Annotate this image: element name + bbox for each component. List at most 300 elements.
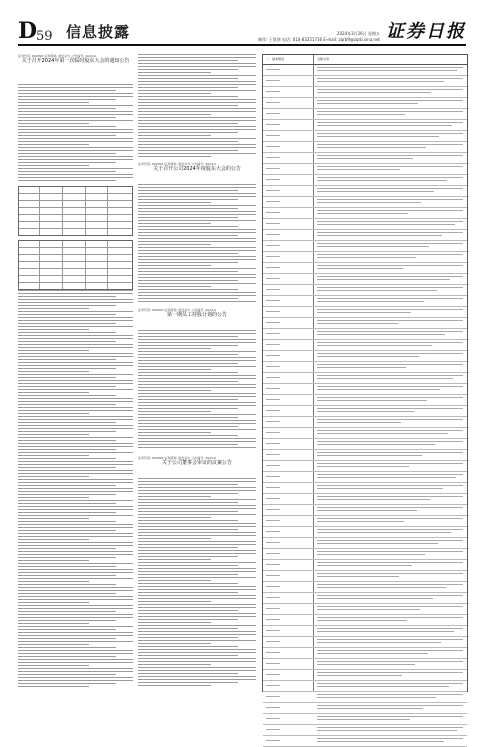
text-line [138, 604, 256, 605]
text-line [18, 497, 89, 498]
text-line [138, 637, 238, 638]
text-line [138, 357, 256, 358]
text-line [18, 377, 116, 378]
table-row [263, 571, 467, 582]
text-line [138, 265, 211, 266]
body-text [138, 54, 256, 159]
text-line [18, 554, 133, 555]
text-line [18, 581, 89, 582]
text-line [18, 144, 89, 145]
text-line [138, 667, 256, 668]
text-line [138, 147, 256, 148]
text-line [138, 586, 256, 587]
text-line [18, 524, 133, 525]
text-line [138, 223, 211, 224]
table-row [263, 670, 467, 681]
text-line [18, 539, 89, 540]
text-line [18, 644, 89, 645]
column-3-table [262, 54, 468, 692]
text-line [138, 619, 238, 620]
text-line [18, 425, 133, 426]
text-line [18, 518, 89, 519]
text-line [138, 414, 256, 415]
text-line [138, 399, 238, 400]
text-line [138, 595, 256, 596]
text-line [138, 517, 211, 518]
text-line [18, 326, 133, 327]
table-row [263, 373, 467, 384]
text-line [138, 295, 256, 296]
text-line [18, 578, 133, 579]
text-line [138, 387, 256, 388]
text-line [138, 66, 256, 67]
text-line [18, 404, 116, 405]
text-line [138, 330, 256, 331]
text-line [18, 476, 89, 477]
text-line [138, 217, 238, 218]
text-line [18, 165, 89, 166]
text-line [138, 72, 211, 73]
text-line [138, 535, 256, 536]
text-line [18, 362, 133, 363]
table-row [263, 296, 467, 307]
text-line [18, 123, 89, 124]
text-line [18, 458, 116, 459]
body-text [138, 184, 256, 304]
text-line [18, 623, 89, 624]
text-line [18, 114, 133, 115]
text-line [18, 494, 116, 495]
text-line [18, 111, 133, 112]
text-line [138, 298, 238, 299]
table-row [263, 285, 467, 296]
text-line [18, 647, 116, 648]
text-line [138, 616, 256, 617]
text-line [138, 354, 238, 355]
text-line [138, 93, 211, 94]
text-line [138, 259, 256, 260]
text-line [138, 199, 238, 200]
text-line [18, 674, 116, 675]
text-line [18, 611, 116, 612]
text-line [138, 378, 256, 379]
related-party-table [262, 54, 468, 692]
text-line [18, 147, 133, 148]
text-line [138, 138, 256, 139]
table-row [263, 175, 467, 186]
text-line [18, 126, 116, 127]
text-line [138, 487, 256, 488]
text-line [18, 677, 133, 678]
text-line [18, 335, 133, 336]
table-row [263, 65, 467, 76]
text-line [18, 593, 116, 594]
text-line [138, 402, 256, 403]
text-line [18, 542, 133, 543]
text-line [18, 665, 89, 666]
table-row [263, 659, 467, 670]
text-line [18, 557, 116, 558]
table-row [263, 351, 467, 362]
text-line [138, 205, 256, 206]
text-line [18, 138, 133, 139]
text-line [138, 646, 238, 647]
table-row [19, 194, 132, 201]
text-line [138, 156, 211, 157]
text-line [18, 584, 116, 585]
text-line [138, 574, 238, 575]
text-line [18, 162, 116, 163]
text-line [138, 351, 256, 352]
text-line [138, 111, 256, 112]
text-line [138, 348, 211, 349]
table-row [263, 582, 467, 593]
text-line [138, 499, 256, 500]
text-line [138, 625, 256, 626]
text-line [138, 277, 256, 278]
text-line [18, 566, 116, 567]
text-line [138, 592, 238, 593]
text-line [18, 551, 133, 552]
table-row [263, 87, 467, 98]
text-line [18, 635, 133, 636]
text-line [138, 108, 256, 109]
editor-line: 制作: 王凯茜 电话: 010-83251716 E-mail: zqrb9@zqrb.sina.net [258, 37, 380, 42]
text-line [138, 135, 211, 136]
text-line [138, 280, 238, 281]
text-line [138, 256, 256, 257]
text-line [18, 341, 116, 342]
page-letter: D [18, 18, 38, 44]
text-line [18, 461, 133, 462]
text-line [18, 180, 116, 181]
text-line [138, 529, 238, 530]
table-header-right: 关联交易 [317, 57, 330, 61]
text-line [138, 336, 238, 337]
text-line [18, 626, 133, 627]
text-line [18, 365, 133, 366]
text-line [18, 452, 133, 453]
text-line [138, 441, 256, 442]
text-line [18, 428, 133, 429]
text-line [18, 533, 133, 534]
data-table [18, 186, 133, 236]
table-row [263, 131, 467, 142]
table-row [263, 593, 467, 604]
text-line [18, 290, 133, 291]
text-line [138, 339, 256, 340]
notice-heading [138, 162, 256, 173]
text-line [138, 262, 238, 263]
text-line [138, 571, 256, 572]
body-text [18, 290, 133, 689]
table-row [19, 262, 132, 269]
text-line [138, 247, 256, 248]
text-line [138, 505, 256, 506]
text-line [138, 87, 238, 88]
text-line [18, 506, 133, 507]
table-row [19, 283, 132, 289]
table-header-left: 一、基本情况 [266, 57, 285, 61]
text-line [138, 99, 256, 100]
text-line [18, 608, 133, 609]
text-line [138, 649, 256, 650]
text-line [138, 673, 238, 674]
text-line [138, 622, 211, 623]
text-line [18, 683, 116, 684]
text-line [18, 332, 116, 333]
text-line [18, 455, 89, 456]
text-line [138, 333, 256, 334]
text-line [18, 587, 133, 588]
text-line [138, 423, 256, 424]
text-line [138, 289, 238, 290]
text-line [18, 320, 133, 321]
text-line [138, 214, 256, 215]
table-row [263, 230, 467, 241]
text-line [138, 271, 238, 272]
text-line [138, 75, 256, 76]
text-line [138, 526, 256, 527]
text-line [138, 190, 238, 191]
text-line [138, 478, 256, 479]
table-row [263, 681, 467, 692]
text-line [18, 293, 133, 294]
text-line [138, 366, 256, 367]
text-line [18, 605, 133, 606]
text-line [138, 547, 238, 548]
section-title: 信息披露 [66, 23, 131, 41]
table-row [263, 362, 467, 373]
text-line [138, 568, 256, 569]
text-line [18, 401, 133, 402]
text-line [138, 502, 238, 503]
text-line [18, 650, 133, 651]
notice-title: 关于召开公司2024年度股东大会的公告 [153, 166, 241, 172]
text-line [18, 521, 116, 522]
text-line [138, 393, 256, 394]
table-row [19, 229, 132, 235]
table-row [263, 307, 467, 318]
table-row [19, 269, 132, 276]
text-line [138, 583, 238, 584]
text-line [18, 356, 133, 357]
text-line [138, 144, 256, 145]
text-line [138, 126, 256, 127]
text-line [138, 655, 238, 656]
column-2 [138, 54, 256, 692]
text-line [18, 602, 89, 603]
text-line [18, 141, 133, 142]
text-line [18, 545, 133, 546]
text-line [138, 577, 256, 578]
text-line [18, 503, 116, 504]
text-line [138, 676, 256, 677]
text-line [138, 553, 256, 554]
text-line [138, 661, 256, 662]
data-table [18, 240, 133, 290]
table-row [263, 318, 467, 329]
text-line [18, 548, 116, 549]
body-text [18, 84, 133, 183]
text-line [18, 395, 116, 396]
text-line [138, 682, 238, 683]
table-row [263, 208, 467, 219]
table-row [263, 494, 467, 505]
notice-code: 证券代码: 600893 证券简称: 航发动力 公告编号: 2024-0 [138, 308, 216, 312]
text-line [18, 347, 133, 348]
text-line [18, 308, 89, 309]
header-rule [18, 44, 466, 46]
text-line [138, 408, 238, 409]
text-line [18, 680, 133, 681]
text-line [138, 208, 238, 209]
text-line [18, 386, 116, 387]
table-row [263, 439, 467, 450]
text-line [18, 671, 133, 672]
text-line [18, 632, 133, 633]
text-line [138, 511, 238, 512]
text-line [138, 417, 238, 418]
text-line [18, 569, 133, 570]
text-line [138, 268, 256, 269]
text-line [18, 563, 133, 564]
table-row [19, 187, 132, 194]
text-line [138, 438, 256, 439]
text-line [138, 490, 256, 491]
text-line [138, 102, 256, 103]
text-line [18, 407, 133, 408]
text-line [18, 467, 116, 468]
notice-code: 证券代码: 600893 证券简称: 航发动力 公告编号: 2024-0 [138, 162, 216, 166]
text-line [18, 449, 116, 450]
text-line [138, 226, 238, 227]
text-line [138, 129, 256, 130]
text-line [18, 431, 116, 432]
text-line [18, 296, 116, 297]
table-row [263, 252, 467, 263]
text-line [18, 413, 89, 414]
text-line [18, 536, 133, 537]
text-line [18, 641, 133, 642]
table-row [263, 109, 467, 120]
text-line [138, 235, 238, 236]
text-line [18, 443, 133, 444]
text-line [138, 664, 211, 665]
text-line [18, 150, 133, 151]
text-line [18, 590, 133, 591]
text-line [138, 229, 256, 230]
text-line [138, 496, 211, 497]
text-line [18, 84, 133, 85]
text-line [18, 87, 133, 88]
text-line [18, 93, 133, 94]
table-header [263, 55, 467, 65]
table-row [263, 725, 467, 736]
text-line [138, 559, 211, 560]
text-line [138, 114, 211, 115]
text-line [138, 90, 256, 91]
text-line [18, 129, 133, 130]
text-line [138, 523, 256, 524]
text-line [138, 54, 256, 55]
table-row [263, 263, 467, 274]
text-line [18, 380, 133, 381]
text-line [138, 292, 256, 293]
text-line [18, 419, 133, 420]
text-line [138, 556, 238, 557]
text-line [18, 174, 133, 175]
table-row [263, 142, 467, 153]
text-line [138, 238, 256, 239]
text-line [18, 440, 116, 441]
text-line [18, 434, 89, 435]
table-row [263, 483, 467, 494]
text-line [138, 363, 238, 364]
text-line [138, 514, 256, 515]
text-line [18, 629, 116, 630]
text-line [18, 446, 133, 447]
text-line [18, 96, 133, 97]
text-line [138, 411, 211, 412]
text-line [138, 580, 211, 581]
table-row [263, 527, 467, 538]
table-row [263, 219, 467, 230]
text-line [138, 550, 256, 551]
text-line [18, 132, 133, 133]
table-row [263, 648, 467, 659]
text-line [138, 544, 256, 545]
text-line [18, 374, 133, 375]
table-row [19, 276, 132, 283]
date-line: 2024年3月26日 星期五 [336, 31, 380, 36]
table-row [263, 626, 467, 637]
body-text [138, 330, 256, 450]
body-text [138, 478, 256, 688]
text-line [138, 601, 211, 602]
text-line [138, 244, 211, 245]
text-line [18, 99, 116, 100]
text-line [138, 384, 256, 385]
text-line [18, 668, 133, 669]
text-line [138, 493, 238, 494]
table-row [263, 461, 467, 472]
text-line [18, 488, 133, 489]
text-line [138, 610, 238, 611]
text-line [138, 447, 256, 448]
text-line [138, 283, 256, 284]
text-line [138, 57, 256, 58]
text-line [18, 359, 116, 360]
text-line [18, 596, 133, 597]
table-row [263, 329, 467, 340]
page-header [0, 0, 484, 46]
text-line [18, 470, 133, 471]
text-line [18, 383, 133, 384]
table-row [263, 197, 467, 208]
text-line [138, 196, 256, 197]
text-line [138, 435, 238, 436]
text-line [18, 168, 133, 169]
notice-title: 关于召开2024年第一次临时股东大会的通知公告 [21, 58, 130, 64]
text-line [18, 416, 133, 417]
text-line [18, 108, 116, 109]
text-line [138, 184, 256, 185]
text-line [138, 141, 238, 142]
notice-heading [138, 456, 256, 467]
table-row [263, 615, 467, 626]
text-line [138, 301, 256, 302]
